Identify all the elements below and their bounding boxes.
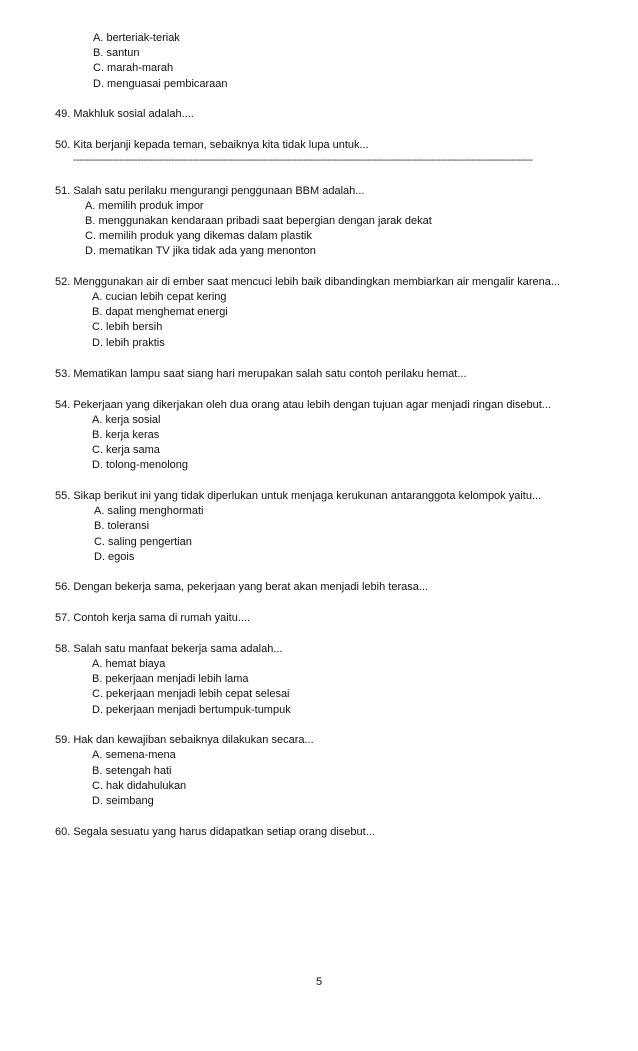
option-line: D. lebih praktis [92,337,165,349]
option-line: A. saling menghormati [94,505,204,517]
option-line: B. santun [93,47,140,59]
option-line: C. pekerjaan menjadi lebih cepat selesai [92,688,290,700]
option-line: D. egois [94,551,135,563]
question-55: 55. Sikap berikut ini yang tidak diperlukan untuk menjaga kerukunan antaranggota kelompok yaitu... [55,490,542,502]
option-line: B. pekerjaan menjadi lebih lama [92,673,249,685]
question-53: 53. Mematikan lampu saat siang hari merupakan salah satu contoh perilaku hemat... [55,368,467,380]
option-line: D. pekerjaan menjadi bertumpuk-tumpuk [92,704,291,716]
answer-dotted-line: ------------------------------------------------------------------------------------------------------------------------------------------------------ [73,154,533,166]
option-line: C. marah-marah [93,62,174,74]
question-49: 49. Makhluk sosial adalah.... [55,108,194,120]
option-line: A. hemat biaya [92,658,166,670]
option-line: A. semena-mena [92,749,176,761]
question-56: 56. Dengan bekerja sama, pekerjaan yang berat akan menjadi lebih terasa... [55,581,429,593]
option-line: C. memilih produk yang dikemas dalam plastik [85,230,312,242]
page-number: 5 [315,976,323,988]
question-50: 50. Kita berjanji kepada teman, sebaiknya kita tidak lupa untuk... [55,139,369,151]
option-line: D. tolong-menolong [92,459,189,471]
option-line: C. kerja sama [92,444,160,456]
option-line: A. berteriak-teriak [93,32,180,44]
option-line: B. dapat menghemat energi [92,306,228,318]
question-57: 57. Contoh kerja sama di rumah yaitu.... [55,612,251,624]
option-line: B. toleransi [94,520,150,532]
option-line: B. setengah hati [92,765,172,777]
question-58: 58. Salah satu manfaat bekerja sama adalah... [55,643,283,655]
question-51: 51. Salah satu perilaku mengurangi penggunaan BBM adalah... [55,185,365,197]
option-line: C. saling pengertian [94,536,192,548]
option-line: A. kerja sosial [92,414,161,426]
option-line: D. menguasai pembicaraan [93,78,228,90]
option-line: D. seimbang [92,795,154,807]
option-line: B. menggunakan kendaraan pribadi saat bepergian dengan jarak dekat [85,215,432,227]
question-54: 54. Pekerjaan yang dikerjakan oleh dua orang atau lebih dengan tujuan agar menjadi ringan disebut... [55,399,551,411]
option-line: C. hak didahulukan [92,780,187,792]
option-line: D. mematikan TV jika tidak ada yang menonton [85,245,316,257]
option-line: A. memilih produk impor [85,200,204,212]
question-52: 52. Menggunakan air di ember saat mencuci lebih baik dibandingkan membiarkan air mengalir karena... [55,276,561,288]
option-line: B. kerja keras [92,429,160,441]
question-60: 60. Segala sesuatu yang harus didapatkan setiap orang disebut... [55,826,375,838]
option-line: C. lebih bersih [92,321,163,333]
option-line: A. cucian lebih cepat kering [92,291,227,303]
question-59: 59. Hak dan kewajiban sebaiknya dilakukan secara... [55,734,314,746]
